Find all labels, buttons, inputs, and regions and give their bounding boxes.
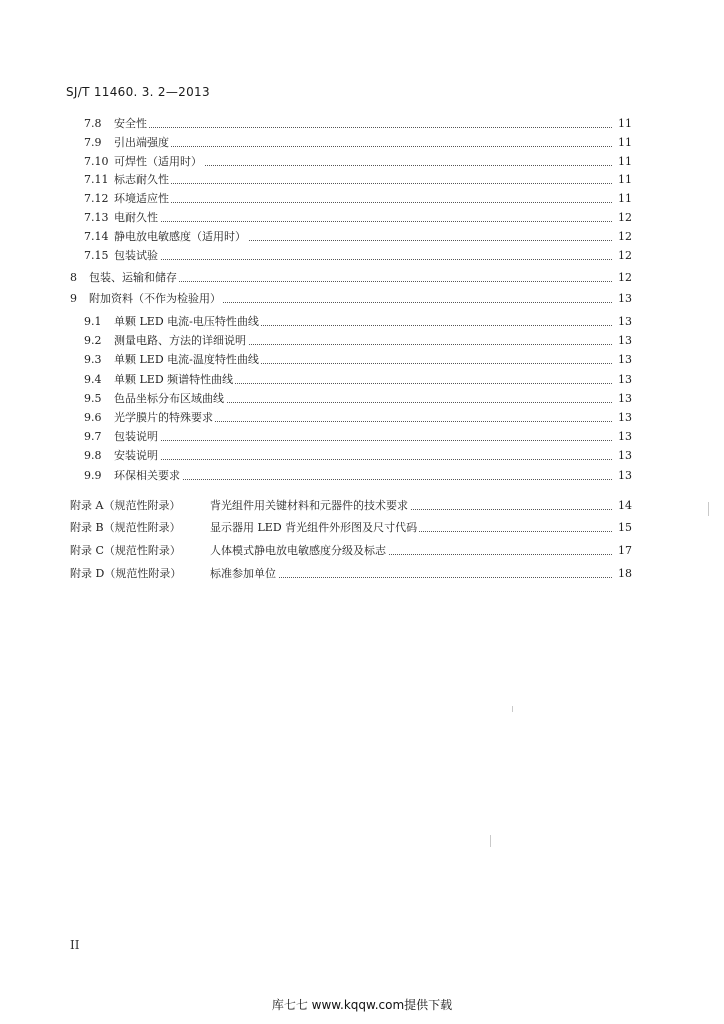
toc-entry-title: 单颗 LED 频谱特性曲线 bbox=[114, 371, 235, 389]
toc-entry-number: 9.5 bbox=[84, 391, 102, 405]
toc-entry[interactable] bbox=[0, 467, 724, 485]
toc-entry-page: 18 bbox=[612, 565, 632, 583]
toc-entry-title: 静电放电敏感度（适用时） bbox=[114, 228, 248, 246]
toc-entry[interactable] bbox=[0, 447, 724, 465]
toc-entry-title: 显示器用 LED 背光组件外形图及尺寸代码 bbox=[210, 519, 419, 537]
toc-entry[interactable] bbox=[0, 409, 724, 427]
toc-entry-title: 背光组件用关键材料和元器件的技术要求 bbox=[210, 497, 410, 515]
toc-entry-title: 可焊性（适用时） bbox=[114, 153, 204, 171]
toc-dot-leader bbox=[114, 479, 618, 480]
toc-entry-number: 9 bbox=[70, 292, 77, 306]
toc-entry-number: 附录 C（规范性附录） bbox=[70, 544, 181, 557]
toc-entry[interactable] bbox=[0, 134, 724, 152]
toc-entry[interactable] bbox=[0, 190, 724, 208]
toc-dot-leader bbox=[114, 202, 618, 203]
toc-entry-page: 13 bbox=[612, 428, 632, 446]
toc-entry-page: 12 bbox=[612, 209, 632, 227]
toc-entry-page: 11 bbox=[612, 153, 632, 171]
toc-entry-number: 8 bbox=[70, 271, 77, 285]
toc-entry-page: 13 bbox=[612, 390, 632, 408]
toc-entry-number: 7.9 bbox=[84, 135, 102, 149]
toc-entry-number: 9.2 bbox=[84, 334, 102, 348]
toc-entry[interactable] bbox=[0, 209, 724, 227]
toc-entry-page: 11 bbox=[612, 115, 632, 133]
toc-entry-title: 附加资料（不作为检验用） bbox=[89, 290, 223, 308]
toc-entry[interactable] bbox=[0, 519, 724, 537]
toc-entry[interactable] bbox=[0, 351, 724, 369]
toc-entry-number: 7.8 bbox=[84, 117, 102, 130]
toc-entry-title: 人体模式静电放电敏感度分级及标志 bbox=[210, 542, 388, 560]
toc-entry[interactable] bbox=[0, 228, 724, 246]
toc-entry-title: 标准参加单位 bbox=[210, 565, 278, 583]
toc-entry-title: 单颗 LED 电流-温度特性曲线 bbox=[114, 351, 261, 369]
toc-entry-title: 单颗 LED 电流-电压特性曲线 bbox=[114, 313, 261, 331]
toc-entry-page: 13 bbox=[612, 351, 632, 369]
toc-dot-leader bbox=[114, 127, 618, 128]
toc-entry-page: 13 bbox=[612, 467, 632, 485]
toc-entry-page: 17 bbox=[612, 542, 632, 560]
toc-entry-title: 标志耐久性 bbox=[114, 171, 171, 189]
toc-entry[interactable] bbox=[0, 371, 724, 389]
toc-entry[interactable] bbox=[0, 153, 724, 171]
toc-entry-number: 7.12 bbox=[84, 192, 109, 206]
toc-entry-title: 包装说明 bbox=[114, 428, 160, 446]
toc-entry-number: 9.9 bbox=[84, 468, 102, 482]
toc-entry-title: 包装试验 bbox=[114, 247, 160, 265]
toc-entry[interactable] bbox=[0, 390, 724, 408]
toc-entry-page: 13 bbox=[612, 371, 632, 389]
document-code: SJ/T 11460. 3. 2—2013 bbox=[66, 85, 210, 99]
toc-entry-number: 7.10 bbox=[84, 154, 109, 168]
toc-entry-number: 9.4 bbox=[84, 372, 102, 386]
toc-entry-number: 9.8 bbox=[84, 449, 102, 463]
toc-dot-leader bbox=[114, 459, 618, 460]
toc-entry-number: 7.15 bbox=[84, 248, 109, 262]
toc-entry-number: 7.11 bbox=[84, 173, 109, 187]
toc-dot-leader bbox=[114, 221, 618, 222]
toc-entry-number: 9.1 bbox=[84, 315, 102, 328]
toc-entry-title: 测量电路、方法的详细说明 bbox=[114, 332, 248, 350]
toc-entry-page: 12 bbox=[612, 269, 632, 287]
scan-mark bbox=[708, 502, 709, 516]
scan-mark bbox=[512, 706, 513, 712]
toc-entry-number: 9.6 bbox=[84, 411, 102, 424]
toc-entry-page: 12 bbox=[612, 228, 632, 246]
toc-entry[interactable] bbox=[0, 313, 724, 331]
toc-dot-leader bbox=[114, 146, 618, 147]
toc-dot-leader bbox=[114, 259, 618, 260]
toc-dot-leader bbox=[114, 440, 618, 441]
toc-entry-page: 13 bbox=[612, 409, 632, 427]
toc-entry-title: 电耐久性 bbox=[114, 209, 160, 227]
toc-entry[interactable] bbox=[0, 269, 724, 287]
toc-entry-title: 环境适应性 bbox=[114, 190, 171, 208]
toc-entry-title: 安全性 bbox=[114, 115, 149, 133]
toc-entry-title: 引出端强度 bbox=[114, 134, 171, 152]
page-number: II bbox=[70, 938, 80, 952]
toc-entry-number: 附录 A（规范性附录） bbox=[70, 498, 181, 512]
toc-entry[interactable] bbox=[0, 247, 724, 265]
toc-entry[interactable] bbox=[0, 332, 724, 350]
toc-entry-title: 包装、运输和储存 bbox=[89, 269, 179, 287]
toc-entry-title: 色品坐标分布区域曲线 bbox=[114, 390, 226, 408]
toc-entry-number: 附录 D（规范性附录） bbox=[70, 566, 182, 580]
toc-entry-number: 9.3 bbox=[84, 353, 102, 367]
toc-entry-number: 7.13 bbox=[84, 211, 109, 224]
toc-entry-page: 13 bbox=[612, 313, 632, 331]
toc-entry-page: 14 bbox=[612, 497, 632, 515]
toc-entry-page: 11 bbox=[612, 134, 632, 152]
toc-entry[interactable] bbox=[0, 428, 724, 446]
toc-dot-leader bbox=[114, 183, 618, 184]
toc-entry-number: 7.14 bbox=[84, 229, 109, 243]
toc-entry[interactable] bbox=[0, 115, 724, 133]
toc-entry-title: 光学膜片的特殊要求 bbox=[114, 409, 215, 427]
toc-entry-number: 9.7 bbox=[84, 430, 102, 444]
download-source-footer: 库七七 www.kqqw.com提供下载 bbox=[271, 998, 453, 1012]
toc-entry-page: 11 bbox=[612, 190, 632, 208]
toc-entry-page: 13 bbox=[612, 290, 632, 308]
toc-entry[interactable] bbox=[0, 565, 724, 583]
toc-entry-page: 13 bbox=[612, 332, 632, 350]
toc-entry[interactable] bbox=[0, 542, 724, 560]
scan-mark bbox=[490, 835, 491, 847]
toc-entry-page: 15 bbox=[612, 519, 632, 537]
toc-entry[interactable] bbox=[0, 497, 724, 515]
toc-entry-title: 安装说明 bbox=[114, 447, 160, 465]
toc-entry-page: 13 bbox=[612, 447, 632, 465]
toc-entry-title: 环保相关要求 bbox=[114, 467, 182, 485]
toc-entry[interactable] bbox=[0, 290, 724, 308]
toc-entry-page: 11 bbox=[612, 171, 632, 189]
toc-entry-page: 12 bbox=[612, 247, 632, 265]
toc-entry-number: 附录 B（规范性附录） bbox=[70, 521, 181, 535]
toc-entry[interactable] bbox=[0, 171, 724, 189]
